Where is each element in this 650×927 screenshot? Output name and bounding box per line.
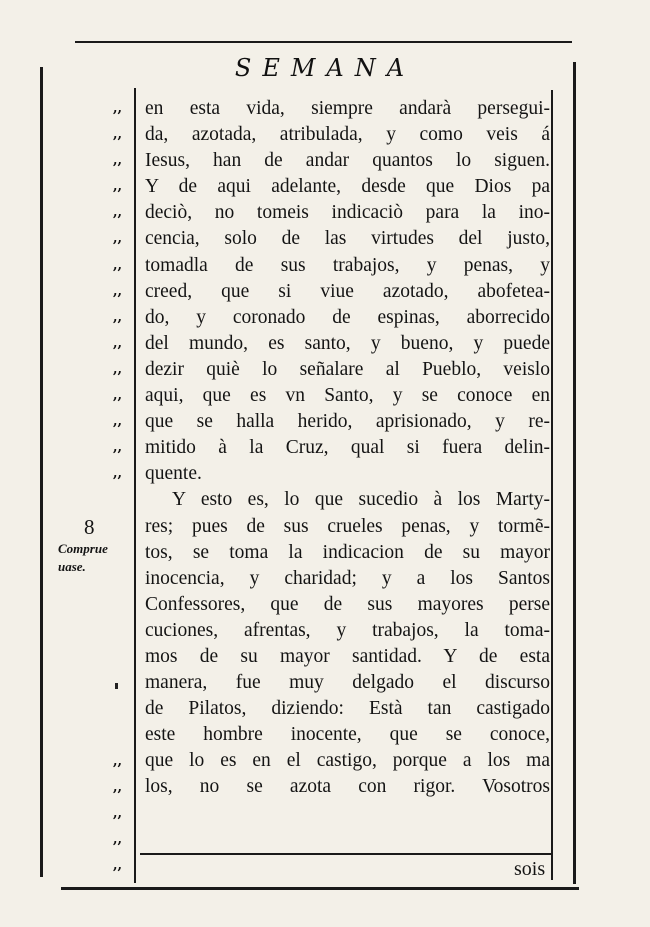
frame-text-right-rule <box>551 90 553 880</box>
running-header: SEMANA <box>234 54 416 82</box>
catchword: sois <box>514 858 546 880</box>
margin-note-number: 8 <box>84 515 95 539</box>
text-line: mos de su mayor santidad. Y de esta <box>145 645 550 667</box>
text-line: de Pilatos, diziendo: Està tan castigado <box>145 698 550 720</box>
text-line: Confessores, que de sus mayores perse <box>145 593 550 615</box>
quote-mark: ,, <box>113 414 123 430</box>
margin-note-line: Comprue <box>58 541 108 556</box>
quote-mark: ,, <box>113 127 123 143</box>
text-line: Iesus, han de andar quantos lo siguen. <box>145 150 550 172</box>
quote-mark: ,, <box>113 466 123 482</box>
frame-left-rule <box>40 67 43 877</box>
text-line: creed, que si viue azotado, abofetea- <box>145 280 550 302</box>
frame-margin-rule <box>134 88 136 883</box>
text-line: do, y coronado de espinas, aborrecido <box>145 306 550 328</box>
text-line: Y de aqui adelante, desde que Dios pa <box>145 176 550 198</box>
quote-marks-top <box>113 96 133 487</box>
text-line: da, azotada, atribulada, y como veis á <box>145 124 550 146</box>
text-line: mitido à la Cruz, qual si fuera delin- <box>145 437 550 459</box>
quote-mark: ,, <box>113 780 123 796</box>
margin-note <box>58 540 134 576</box>
quote-mark: ,, <box>113 335 123 351</box>
quote-mark: ,, <box>113 257 123 273</box>
text-line: que se halla herido, aprisionado, y re- <box>145 411 550 433</box>
quote-mark: ,, <box>113 858 123 874</box>
quote-mark: ,, <box>113 754 123 769</box>
text-line: tomadla de sus trabajos, y penas, y <box>145 254 550 276</box>
frame-bottom-rule <box>61 887 579 890</box>
text-line: cencia, solo de las virtudes del justo, <box>145 228 550 250</box>
text-line: cuciones, afrentas, y trabajos, la toma- <box>145 619 550 641</box>
text-line: res; pues de sus crueles penas, y tormẽ- <box>145 515 550 537</box>
text-line: los, no se azota con rigor. Vosotros <box>145 776 550 798</box>
quote-mark: ,, <box>113 179 123 195</box>
text-line: en esta vida, siempre andarà persegui- <box>145 98 550 119</box>
quote-mark: ,, <box>113 832 123 848</box>
text-line: este hombre inocente, que se conoce, <box>145 724 550 746</box>
quote-mark: ,, <box>113 388 123 404</box>
text-line: que lo es en el castigo, porque a los ma <box>145 750 550 772</box>
quote-mark: ,, <box>113 283 123 299</box>
text-line: Y esto es, lo que sucedio à los Marty- <box>172 489 550 511</box>
quote-mark: ,, <box>113 440 123 456</box>
text-line: manera, fue muy delgado el discurso <box>145 672 550 694</box>
quote-mark: ,, <box>113 806 123 822</box>
text-line: del mundo, es santo, y bueno, y puede <box>145 332 550 354</box>
body-text <box>145 96 550 801</box>
quote-mark: ,, <box>113 205 123 221</box>
frame-top-rule <box>75 41 572 43</box>
quote-mark: ,, <box>113 153 123 169</box>
margin-dot <box>115 683 118 689</box>
quote-mark: ,, <box>113 101 123 116</box>
text-line: tos, se toma la indicacion de su mayor <box>145 541 550 563</box>
quote-mark: ,, <box>113 361 123 377</box>
text-line: inocencia, y charidad; y a los Santos <box>145 567 550 589</box>
frame-text-bottom-rule <box>140 853 552 855</box>
quote-marks-bottom <box>113 749 133 879</box>
quote-mark: ,, <box>113 231 123 247</box>
text-line: deciò, no tomeis indicaciò para la ino- <box>145 202 550 224</box>
margin-note-line: uase. <box>58 559 86 574</box>
frame-right-rule <box>573 62 576 884</box>
text-line: quente. <box>145 463 202 485</box>
quote-mark: ,, <box>113 309 123 325</box>
text-line: dezir quiè lo señalare al Pueblo, veislo <box>145 358 550 380</box>
text-line: aqui, que es vn Santo, y se conoce en <box>145 385 550 407</box>
